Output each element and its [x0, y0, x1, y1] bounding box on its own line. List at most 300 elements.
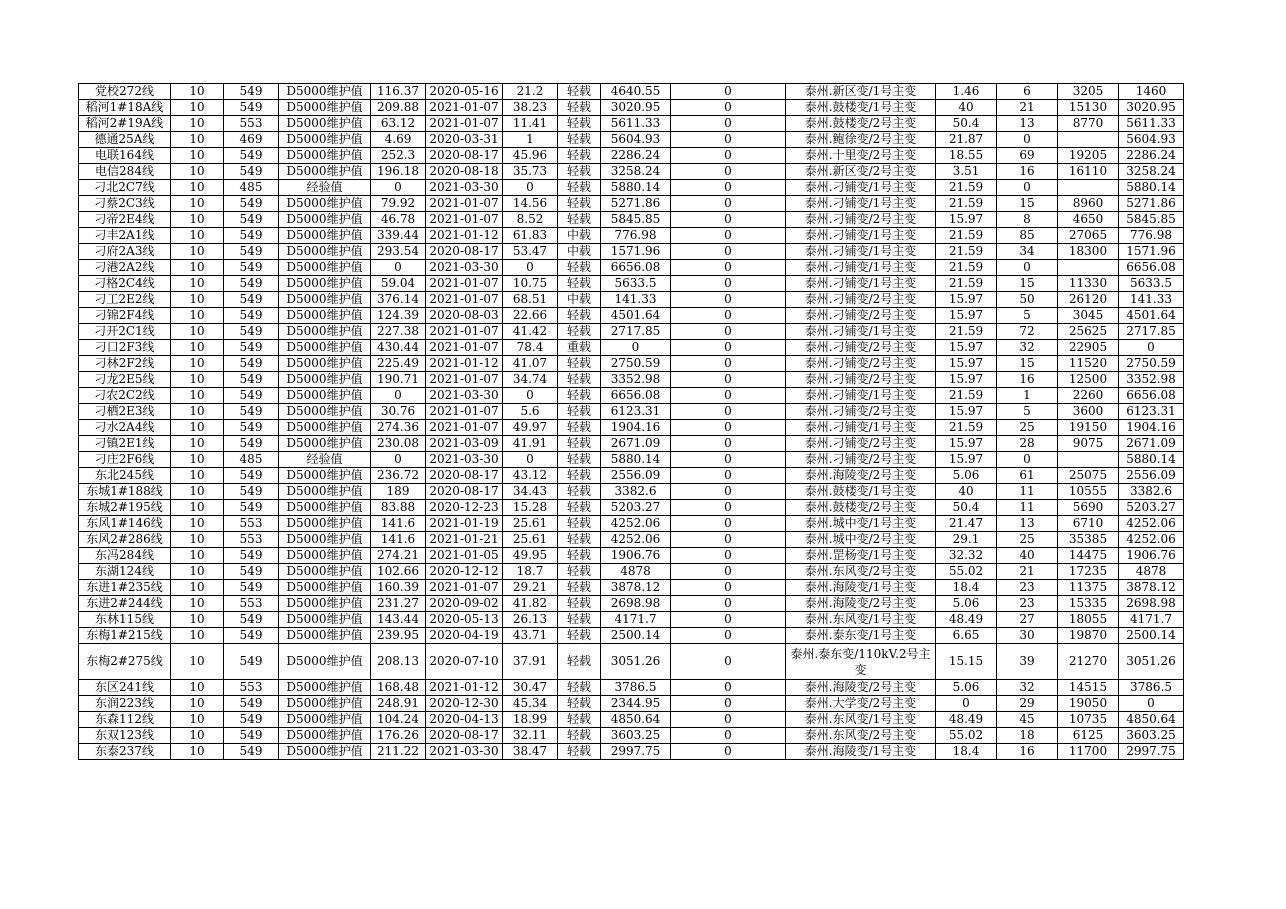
table-row [79, 452, 1184, 468]
available-capacity-cell: 2671.09 [601, 436, 671, 452]
table-row [79, 612, 1184, 628]
voltage-cell: 10 [171, 404, 224, 420]
count-cell: 15 [997, 356, 1058, 372]
transformer-cell: 泰州.鼓楼变/1号主变 [786, 100, 936, 116]
transformer-load-cell: 40 [936, 484, 997, 500]
source-cell: D5000维护值 [279, 276, 371, 292]
table-row [79, 244, 1184, 260]
voltage-cell: 10 [171, 100, 224, 116]
load-rate-cell: 41.07 [503, 356, 558, 372]
table-row [79, 696, 1184, 712]
count-cell: 34 [997, 244, 1058, 260]
zero-cell: 0 [671, 532, 786, 548]
line-name-cell: 东北245线 [79, 468, 171, 484]
source-cell: D5000维护值 [279, 516, 371, 532]
table-row [79, 324, 1184, 340]
installed-capacity-cell: 15335 [1058, 596, 1119, 612]
transformer-cell: 泰州.海陵变/1号主变 [786, 580, 936, 596]
capacity-cell: 549 [224, 644, 279, 680]
load-rate-cell: 61.83 [503, 228, 558, 244]
max-current-cell: 252.3 [371, 148, 426, 164]
zero-cell: 0 [671, 164, 786, 180]
zero-cell: 0 [671, 580, 786, 596]
date-cell: 2021-01-07 [426, 580, 503, 596]
max-current-cell: 231.27 [371, 596, 426, 612]
transformer-load-cell: 18.55 [936, 148, 997, 164]
line-name-cell: 东梅2#275线 [79, 644, 171, 680]
max-current-cell: 168.48 [371, 680, 426, 696]
margin-cell: 5845.85 [1119, 212, 1184, 228]
available-capacity-cell: 4850.64 [601, 712, 671, 728]
source-cell: D5000维护值 [279, 548, 371, 564]
capacity-cell: 549 [224, 404, 279, 420]
margin-cell: 2671.09 [1119, 436, 1184, 452]
date-cell: 2021-01-07 [426, 116, 503, 132]
capacity-cell: 549 [224, 712, 279, 728]
table-row [79, 388, 1184, 404]
available-capacity-cell: 2750.59 [601, 356, 671, 372]
transformer-cell: 泰州.刁铺变/1号主变 [786, 260, 936, 276]
source-cell: D5000维护值 [279, 244, 371, 260]
load-status-cell: 中载 [558, 228, 601, 244]
transformer-load-cell: 55.02 [936, 728, 997, 744]
count-cell: 27 [997, 612, 1058, 628]
source-cell: D5000维护值 [279, 404, 371, 420]
zero-cell: 0 [671, 596, 786, 612]
transformer-cell: 泰州.刁铺变/1号主变 [786, 228, 936, 244]
max-current-cell: 83.88 [371, 500, 426, 516]
available-capacity-cell: 2717.85 [601, 324, 671, 340]
capacity-cell: 549 [224, 260, 279, 276]
available-capacity-cell: 4501.64 [601, 308, 671, 324]
installed-capacity-cell: 19870 [1058, 628, 1119, 644]
table-row [79, 180, 1184, 196]
table-row [79, 196, 1184, 212]
load-status-cell: 轻载 [558, 744, 601, 760]
load-status-cell: 轻载 [558, 596, 601, 612]
installed-capacity-cell: 21270 [1058, 644, 1119, 680]
margin-cell: 3051.26 [1119, 644, 1184, 680]
load-rate-cell: 5.6 [503, 404, 558, 420]
available-capacity-cell: 5604.93 [601, 132, 671, 148]
transformer-cell: 泰州.刁铺变/1号主变 [786, 180, 936, 196]
transformer-cell: 泰州.刁铺变/1号主变 [786, 420, 936, 436]
load-rate-cell: 0 [503, 388, 558, 404]
margin-cell: 1904.16 [1119, 420, 1184, 436]
voltage-cell: 10 [171, 452, 224, 468]
date-cell: 2021-01-07 [426, 212, 503, 228]
table-row [79, 436, 1184, 452]
available-capacity-cell: 3786.5 [601, 680, 671, 696]
transformer-load-cell: 15.97 [936, 292, 997, 308]
voltage-cell: 10 [171, 148, 224, 164]
capacity-cell: 553 [224, 116, 279, 132]
load-rate-cell: 25.61 [503, 532, 558, 548]
date-cell: 2021-01-19 [426, 516, 503, 532]
line-name-cell: 党校272线 [79, 84, 171, 100]
voltage-cell: 10 [171, 356, 224, 372]
transformer-cell: 泰州.鼓楼变/2号主变 [786, 500, 936, 516]
table-row [79, 468, 1184, 484]
installed-capacity-cell: 19205 [1058, 148, 1119, 164]
transformer-cell: 泰州.鲍徐变/2号主变 [786, 132, 936, 148]
count-cell: 18 [997, 728, 1058, 744]
date-cell: 2020-08-17 [426, 484, 503, 500]
transformer-load-cell: 5.06 [936, 680, 997, 696]
count-cell: 29 [997, 696, 1058, 712]
zero-cell: 0 [671, 100, 786, 116]
transformer-load-cell: 15.97 [936, 340, 997, 356]
source-cell: D5000维护值 [279, 132, 371, 148]
transformer-cell: 泰州.海陵变/2号主变 [786, 468, 936, 484]
capacity-cell: 485 [224, 180, 279, 196]
transformer-load-cell: 21.59 [936, 260, 997, 276]
count-cell: 40 [997, 548, 1058, 564]
load-status-cell: 轻载 [558, 564, 601, 580]
available-capacity-cell: 5203.27 [601, 500, 671, 516]
transformer-load-cell: 21.59 [936, 388, 997, 404]
source-cell: D5000维护值 [279, 580, 371, 596]
installed-capacity-cell: 22905 [1058, 340, 1119, 356]
transformer-cell: 泰州.泰东变/1号主变 [786, 628, 936, 644]
available-capacity-cell: 4171.7 [601, 612, 671, 628]
source-cell: D5000维护值 [279, 500, 371, 516]
source-cell: D5000维护值 [279, 164, 371, 180]
count-cell: 11 [997, 484, 1058, 500]
source-cell: D5000维护值 [279, 564, 371, 580]
count-cell: 13 [997, 116, 1058, 132]
load-status-cell: 轻载 [558, 356, 601, 372]
load-status-cell: 轻载 [558, 324, 601, 340]
margin-cell: 0 [1119, 696, 1184, 712]
installed-capacity-cell: 4650 [1058, 212, 1119, 228]
zero-cell: 0 [671, 228, 786, 244]
source-cell: D5000维护值 [279, 468, 371, 484]
capacity-cell: 549 [224, 612, 279, 628]
load-status-cell: 轻载 [558, 276, 601, 292]
transformer-cell: 泰州.刁铺变/2号主变 [786, 340, 936, 356]
load-status-cell: 轻载 [558, 132, 601, 148]
available-capacity-cell: 2500.14 [601, 628, 671, 644]
available-capacity-cell: 0 [601, 340, 671, 356]
transformer-load-cell: 1.46 [936, 84, 997, 100]
available-capacity-cell: 5880.14 [601, 180, 671, 196]
count-cell: 32 [997, 680, 1058, 696]
transformer-load-cell: 6.65 [936, 628, 997, 644]
source-cell: D5000维护值 [279, 228, 371, 244]
load-status-cell: 轻载 [558, 500, 601, 516]
count-cell: 50 [997, 292, 1058, 308]
count-cell: 69 [997, 148, 1058, 164]
available-capacity-cell: 2344.95 [601, 696, 671, 712]
date-cell: 2021-01-12 [426, 680, 503, 696]
load-status-cell: 轻载 [558, 404, 601, 420]
voltage-cell: 10 [171, 212, 224, 228]
load-rate-cell: 49.97 [503, 420, 558, 436]
load-status-cell: 轻载 [558, 164, 601, 180]
source-cell: D5000维护值 [279, 260, 371, 276]
source-cell: D5000维护值 [279, 596, 371, 612]
voltage-cell: 10 [171, 532, 224, 548]
capacity-cell: 549 [224, 324, 279, 340]
load-status-cell: 轻载 [558, 436, 601, 452]
max-current-cell: 160.39 [371, 580, 426, 596]
date-cell: 2021-03-30 [426, 180, 503, 196]
zero-cell: 0 [671, 728, 786, 744]
line-name-cell: 刁府2A3线 [79, 244, 171, 260]
capacity-cell: 549 [224, 548, 279, 564]
installed-capacity-cell: 10735 [1058, 712, 1119, 728]
zero-cell: 0 [671, 404, 786, 420]
available-capacity-cell: 1904.16 [601, 420, 671, 436]
line-name-cell: 刁龙2E5线 [79, 372, 171, 388]
zero-cell: 0 [671, 452, 786, 468]
installed-capacity-cell [1058, 452, 1119, 468]
max-current-cell: 63.12 [371, 116, 426, 132]
table-row [79, 404, 1184, 420]
margin-cell: 6656.08 [1119, 260, 1184, 276]
voltage-cell: 10 [171, 744, 224, 760]
max-current-cell: 104.24 [371, 712, 426, 728]
voltage-cell: 10 [171, 728, 224, 744]
capacity-cell: 549 [224, 148, 279, 164]
line-name-cell: 刁锦2F4线 [79, 308, 171, 324]
count-cell: 0 [997, 132, 1058, 148]
table-row [79, 372, 1184, 388]
load-rate-cell: 34.74 [503, 372, 558, 388]
source-cell: D5000维护值 [279, 340, 371, 356]
margin-cell: 5633.5 [1119, 276, 1184, 292]
transformer-load-cell: 21.87 [936, 132, 997, 148]
transformer-cell: 泰州.刁铺变/1号主变 [786, 244, 936, 260]
capacity-cell: 549 [224, 276, 279, 292]
capacity-cell: 549 [224, 84, 279, 100]
capacity-cell: 485 [224, 452, 279, 468]
installed-capacity-cell: 16110 [1058, 164, 1119, 180]
max-current-cell: 0 [371, 260, 426, 276]
max-current-cell: 230.08 [371, 436, 426, 452]
zero-cell: 0 [671, 84, 786, 100]
max-current-cell: 339.44 [371, 228, 426, 244]
count-cell: 21 [997, 100, 1058, 116]
available-capacity-cell: 3382.6 [601, 484, 671, 500]
max-current-cell: 0 [371, 388, 426, 404]
installed-capacity-cell: 18300 [1058, 244, 1119, 260]
max-current-cell: 236.72 [371, 468, 426, 484]
transformer-cell: 泰州.罡杨变/1号主变 [786, 548, 936, 564]
transformer-load-cell: 21.59 [936, 276, 997, 292]
transformer-cell: 泰州.刁铺变/2号主变 [786, 372, 936, 388]
margin-cell: 3020.95 [1119, 100, 1184, 116]
load-status-cell: 轻载 [558, 372, 601, 388]
line-name-cell: 东风1#146线 [79, 516, 171, 532]
date-cell: 2020-12-12 [426, 564, 503, 580]
count-cell: 6 [997, 84, 1058, 100]
count-cell: 5 [997, 404, 1058, 420]
count-cell: 11 [997, 500, 1058, 516]
table-row [79, 680, 1184, 696]
available-capacity-cell: 2698.98 [601, 596, 671, 612]
capacity-cell: 549 [224, 728, 279, 744]
available-capacity-cell: 3258.24 [601, 164, 671, 180]
available-capacity-cell: 4252.06 [601, 532, 671, 548]
load-status-cell: 轻载 [558, 180, 601, 196]
voltage-cell: 10 [171, 308, 224, 324]
date-cell: 2020-08-17 [426, 244, 503, 260]
zero-cell: 0 [671, 340, 786, 356]
capacity-cell: 549 [224, 372, 279, 388]
load-status-cell: 轻载 [558, 728, 601, 744]
max-current-cell: 102.66 [371, 564, 426, 580]
source-cell: D5000维护值 [279, 148, 371, 164]
capacity-cell: 549 [224, 580, 279, 596]
table-row [79, 500, 1184, 516]
max-current-cell: 59.04 [371, 276, 426, 292]
load-rate-cell: 38.47 [503, 744, 558, 760]
line-name-cell: 刁格2C4线 [79, 276, 171, 292]
feeder-load-table [78, 83, 1184, 760]
load-status-cell: 轻载 [558, 308, 601, 324]
count-cell: 13 [997, 516, 1058, 532]
date-cell: 2021-01-07 [426, 420, 503, 436]
capacity-cell: 549 [224, 468, 279, 484]
load-rate-cell: 34.43 [503, 484, 558, 500]
margin-cell: 2750.59 [1119, 356, 1184, 372]
transformer-load-cell: 21.59 [936, 324, 997, 340]
date-cell: 2021-01-07 [426, 276, 503, 292]
line-name-cell: 刁农2C2线 [79, 388, 171, 404]
available-capacity-cell: 5845.85 [601, 212, 671, 228]
source-cell: D5000维护值 [279, 680, 371, 696]
transformer-load-cell: 15.97 [936, 356, 997, 372]
voltage-cell: 10 [171, 84, 224, 100]
max-current-cell: 176.26 [371, 728, 426, 744]
zero-cell: 0 [671, 744, 786, 760]
capacity-cell: 549 [224, 228, 279, 244]
load-rate-cell: 38.23 [503, 100, 558, 116]
date-cell: 2021-01-07 [426, 292, 503, 308]
zero-cell: 0 [671, 468, 786, 484]
transformer-cell: 泰州.刁铺变/1号主变 [786, 324, 936, 340]
load-status-cell: 轻载 [558, 712, 601, 728]
transformer-cell: 泰州.刁铺变/2号主变 [786, 404, 936, 420]
max-current-cell: 274.21 [371, 548, 426, 564]
count-cell: 16 [997, 164, 1058, 180]
transformer-cell: 泰州.城中变/1号主变 [786, 516, 936, 532]
source-cell: D5000维护值 [279, 696, 371, 712]
table-row [79, 728, 1184, 744]
capacity-cell: 549 [224, 244, 279, 260]
margin-cell: 4252.06 [1119, 532, 1184, 548]
installed-capacity-cell: 11375 [1058, 580, 1119, 596]
count-cell: 16 [997, 744, 1058, 760]
date-cell: 2020-12-30 [426, 696, 503, 712]
load-status-cell: 轻载 [558, 116, 601, 132]
transformer-cell: 泰州.鼓楼变/2号主变 [786, 116, 936, 132]
date-cell: 2020-07-10 [426, 644, 503, 680]
transformer-load-cell: 15.97 [936, 452, 997, 468]
load-rate-cell: 0 [503, 180, 558, 196]
installed-capacity-cell: 10555 [1058, 484, 1119, 500]
voltage-cell: 10 [171, 596, 224, 612]
voltage-cell: 10 [171, 372, 224, 388]
table-row [79, 148, 1184, 164]
table-row [79, 100, 1184, 116]
transformer-cell: 泰州.东风变/1号主变 [786, 712, 936, 728]
line-name-cell: 德通25A线 [79, 132, 171, 148]
date-cell: 2021-01-07 [426, 100, 503, 116]
date-cell: 2020-05-13 [426, 612, 503, 628]
source-cell: D5000维护值 [279, 388, 371, 404]
margin-cell: 4501.64 [1119, 308, 1184, 324]
count-cell: 72 [997, 324, 1058, 340]
load-status-cell: 轻载 [558, 612, 601, 628]
date-cell: 2021-03-09 [426, 436, 503, 452]
margin-cell: 141.33 [1119, 292, 1184, 308]
count-cell: 16 [997, 372, 1058, 388]
transformer-cell: 泰州.新区变/1号主变 [786, 84, 936, 100]
date-cell: 2021-01-07 [426, 404, 503, 420]
date-cell: 2020-08-17 [426, 728, 503, 744]
load-status-cell: 轻载 [558, 100, 601, 116]
source-cell: D5000维护值 [279, 372, 371, 388]
max-current-cell: 141.6 [371, 532, 426, 548]
transformer-load-cell: 21.59 [936, 420, 997, 436]
installed-capacity-cell: 26120 [1058, 292, 1119, 308]
margin-cell: 2698.98 [1119, 596, 1184, 612]
load-rate-cell: 0 [503, 260, 558, 276]
transformer-cell: 泰州.城中变/2号主变 [786, 532, 936, 548]
load-status-cell: 轻载 [558, 484, 601, 500]
margin-cell: 3258.24 [1119, 164, 1184, 180]
margin-cell: 2717.85 [1119, 324, 1184, 340]
margin-cell: 3382.6 [1119, 484, 1184, 500]
source-cell: D5000维护值 [279, 644, 371, 680]
table-row [79, 276, 1184, 292]
source-cell: D5000维护值 [279, 484, 371, 500]
transformer-load-cell: 15.97 [936, 404, 997, 420]
installed-capacity-cell: 25625 [1058, 324, 1119, 340]
load-rate-cell: 43.71 [503, 628, 558, 644]
capacity-cell: 549 [224, 420, 279, 436]
line-name-cell: 电联164线 [79, 148, 171, 164]
transformer-cell: 泰州.海陵变/1号主变 [786, 744, 936, 760]
zero-cell: 0 [671, 644, 786, 680]
count-cell: 28 [997, 436, 1058, 452]
voltage-cell: 10 [171, 420, 224, 436]
transformer-load-cell: 15.97 [936, 212, 997, 228]
transformer-load-cell: 5.06 [936, 596, 997, 612]
zero-cell: 0 [671, 516, 786, 532]
zero-cell: 0 [671, 324, 786, 340]
line-name-cell: 刁工2E2线 [79, 292, 171, 308]
installed-capacity-cell [1058, 132, 1119, 148]
count-cell: 25 [997, 420, 1058, 436]
margin-cell: 3352.98 [1119, 372, 1184, 388]
load-status-cell: 轻载 [558, 468, 601, 484]
load-rate-cell: 45.96 [503, 148, 558, 164]
load-status-cell: 轻载 [558, 388, 601, 404]
voltage-cell: 10 [171, 132, 224, 148]
zero-cell: 0 [671, 372, 786, 388]
voltage-cell: 10 [171, 116, 224, 132]
source-cell: D5000维护值 [279, 324, 371, 340]
load-status-cell: 轻载 [558, 628, 601, 644]
available-capacity-cell: 3352.98 [601, 372, 671, 388]
source-cell: D5000维护值 [279, 712, 371, 728]
source-cell: D5000维护值 [279, 292, 371, 308]
capacity-cell: 549 [224, 628, 279, 644]
